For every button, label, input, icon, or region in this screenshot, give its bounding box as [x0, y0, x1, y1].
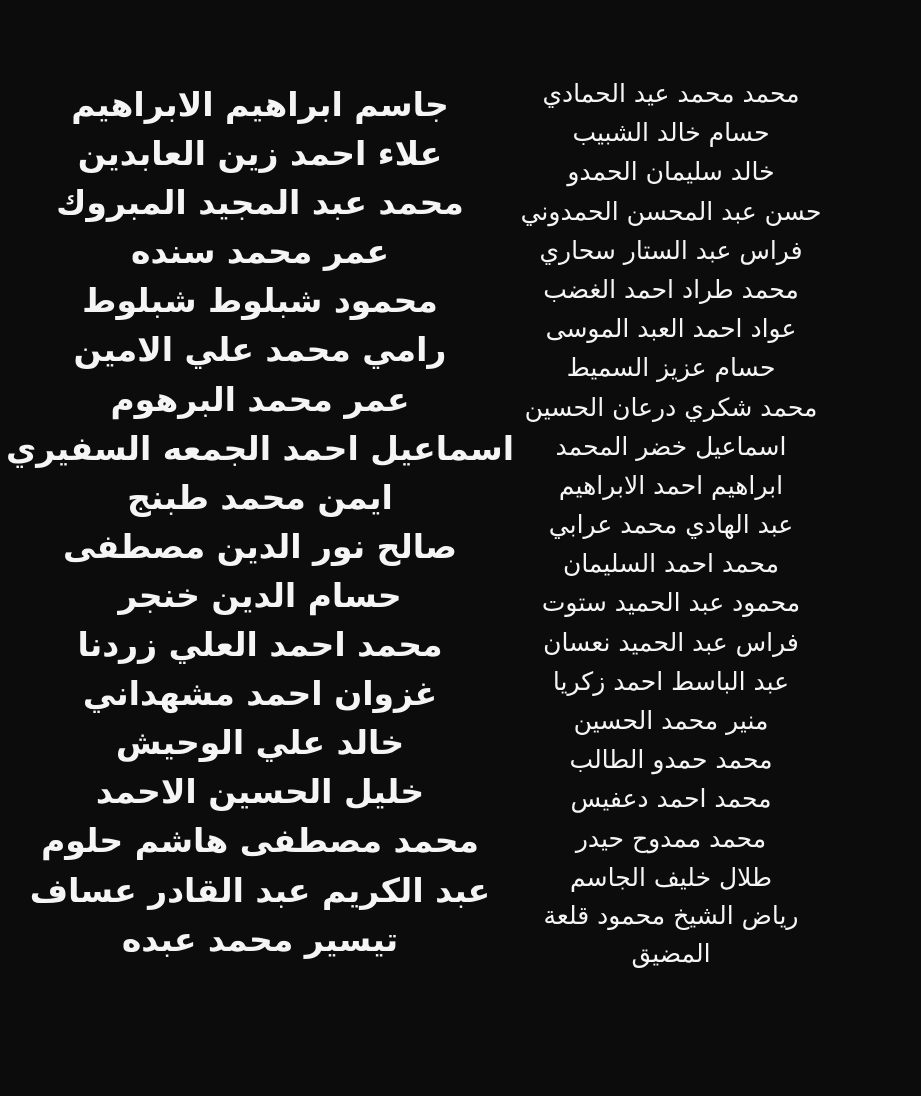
name-item: عمر محمد سنده — [130, 232, 390, 272]
name-item: حسام الدين خنجر — [118, 575, 402, 615]
name-item: رامي محمد علي الامين — [73, 330, 447, 370]
name-item: حسام خالد الشبيب — [572, 118, 770, 148]
name-item: رياض الشيخ محمود قلعة المضيق — [543, 900, 799, 968]
name-item: محمد احمد السليمان — [562, 549, 780, 579]
name-item: فراس عبد الحميد نعسان — [543, 627, 799, 657]
name-item: جاسم ابراهيم الابراهيم — [71, 85, 449, 124]
name-item: طلال خليف الجاسم — [570, 862, 772, 892]
name-item: علاء احمد زين العابدين — [77, 134, 443, 174]
name-item: حسام عزيز السميط — [566, 353, 776, 383]
name-item: محمود شبلوط شبلوط — [82, 281, 438, 321]
name-item: عمر محمد البرهوم — [110, 379, 410, 419]
name-item: خليل الحسين الاحمد — [95, 772, 425, 812]
name-item: محمد حمدو الطالب — [569, 745, 773, 775]
name-item: عواد احمد العبد الموسى — [545, 314, 797, 344]
name-item: محمد عبد المجيد المبروك — [56, 183, 464, 223]
name-item: عبد الكريم عبد القادر عساف — [29, 870, 491, 910]
name-item: ابراهيم احمد الابراهيم — [558, 470, 784, 500]
names-column-right — [486, 74, 856, 973]
name-item: محمد شكري درعان الحسين — [524, 392, 818, 422]
name-item: عبد الهادي محمد عرابي — [548, 510, 794, 540]
name-item: اسماعيل احمد الجمعه السفيري — [5, 428, 515, 468]
name-item: غزوان احمد مشهداني — [82, 674, 438, 714]
name-item: ايمن محمد طبنج — [127, 477, 393, 517]
name-item: محمود عبد الحميد ستوت — [541, 588, 801, 618]
name-item: محمد مصطفى هاشم حلوم — [41, 821, 479, 861]
name-item: اسماعيل خضر المحمد — [555, 431, 787, 461]
name-item: فراس عبد الستار سحاري — [539, 235, 803, 265]
name-item: محمد ممدوح حيدر — [575, 823, 767, 853]
names-column-left — [0, 80, 520, 964]
name-item: صالح نور الدين مصطفى — [62, 526, 458, 566]
name-item: حسن عبد المحسن الحمدوني — [520, 196, 822, 226]
name-item: محمد احمد دعفيس — [570, 784, 772, 814]
name-item: عبد الباسط احمد زكريا — [552, 666, 790, 696]
name-item: منير محمد الحسين — [573, 706, 769, 735]
name-item: محمد طراد احمد الغضب — [543, 274, 799, 304]
name-item: محمد محمد عيد الحمادي — [542, 79, 800, 108]
name-item: خالد سليمان الحمدو — [567, 157, 775, 187]
name-item: خالد علي الوحيش — [115, 723, 405, 763]
name-item: محمد احمد العلي زردنا — [77, 625, 443, 665]
name-item: تيسير محمد عبده — [121, 919, 399, 959]
